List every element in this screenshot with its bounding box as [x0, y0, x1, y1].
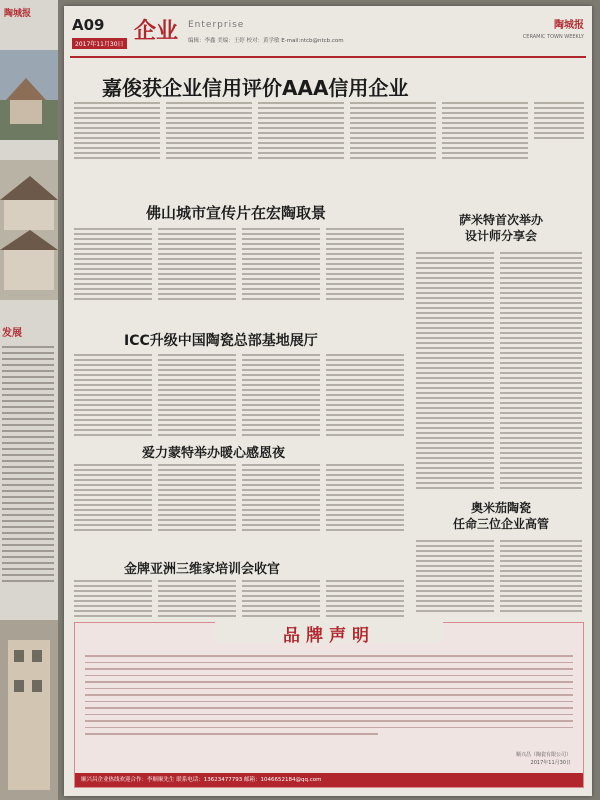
headline-samite-line2: 设计师分享会	[464, 229, 537, 243]
article-body	[166, 102, 252, 162]
article-body	[350, 102, 436, 162]
headline-hongtao: 佛山城市宣传片在宏陶取景	[146, 204, 327, 222]
page-number: A09	[72, 16, 105, 34]
adjacent-heading: 发展	[2, 328, 22, 339]
masthead-rule	[70, 56, 586, 58]
article-body	[242, 354, 320, 439]
headline-aomiqie-line1: 奥米茄陶瓷	[470, 501, 531, 515]
article-body	[326, 464, 404, 534]
article-body	[326, 228, 404, 303]
adjacent-photo-house	[0, 50, 58, 140]
adjacent-paper-name: 陶城报	[4, 9, 32, 19]
headline-jinpai: 金牌亚洲三维家培训会收官	[124, 562, 281, 577]
brand-signature-name: 顺兴昌（陶瓷有限公司）	[515, 752, 571, 758]
headline-samite	[426, 212, 576, 244]
article-body	[326, 580, 404, 620]
article-body	[442, 102, 528, 162]
article-body	[416, 540, 494, 615]
headline-jiajun: 嘉俊获企业信用评价AAA信用企业	[102, 76, 409, 100]
article-body	[326, 354, 404, 439]
article-body	[74, 354, 152, 439]
article-body	[158, 464, 236, 534]
article-body	[158, 580, 236, 620]
issue-date: 2017年11月30日	[72, 38, 127, 49]
article-body	[74, 228, 152, 303]
brand-notice-contact: 顺兴昌企业热线欢迎合作：李顺顺先生 联系电话：13623477793 邮箱：1046652184@qq.com	[75, 773, 583, 787]
article-body	[416, 252, 494, 492]
article-body	[500, 252, 582, 492]
brand-notice-body	[85, 655, 573, 740]
article-body	[534, 102, 584, 142]
article-body	[258, 102, 344, 162]
paper-name-en: CERAMIC TOWN WEEKLY	[522, 34, 584, 40]
section-title-en: Enterprise	[188, 20, 245, 30]
headline-aomiqie-line2: 任命三位企业高管	[452, 517, 549, 531]
adjacent-photo-villas	[0, 160, 58, 300]
article-body	[74, 102, 160, 162]
brand-notice-signature	[516, 751, 571, 767]
brand-notice	[74, 622, 584, 788]
adjacent-page	[0, 0, 58, 800]
article-body	[242, 228, 320, 303]
headline-aomiqie	[426, 500, 576, 532]
article-body	[242, 580, 320, 620]
article-body	[500, 540, 582, 615]
article-body	[74, 580, 152, 620]
adjacent-text	[2, 342, 54, 586]
paper-name: 陶城报	[554, 20, 584, 31]
headline-icc: ICC升级中国陶瓷总部基地展厅	[124, 333, 318, 349]
article-body	[158, 228, 236, 303]
editor-info: 编辑：李鑫 美编：王婷 校对：黄学敏 E-mail:ntcb@ntcb.com	[188, 38, 344, 44]
newspaper-page	[64, 6, 592, 796]
brand-signature-date: 2017年11月30日	[530, 760, 571, 766]
headline-ailimengte: 爱力蒙特举办暖心感恩夜	[142, 446, 286, 461]
brand-notice-title: 品牌声明	[215, 621, 443, 643]
section-title: 企业	[134, 18, 179, 44]
adjacent-photo-building	[0, 620, 58, 800]
headline-samite-line1: 萨米特首次举办	[458, 213, 543, 227]
article-body	[74, 464, 152, 534]
article-body	[158, 354, 236, 439]
article-body	[242, 464, 320, 534]
masthead	[64, 6, 592, 56]
